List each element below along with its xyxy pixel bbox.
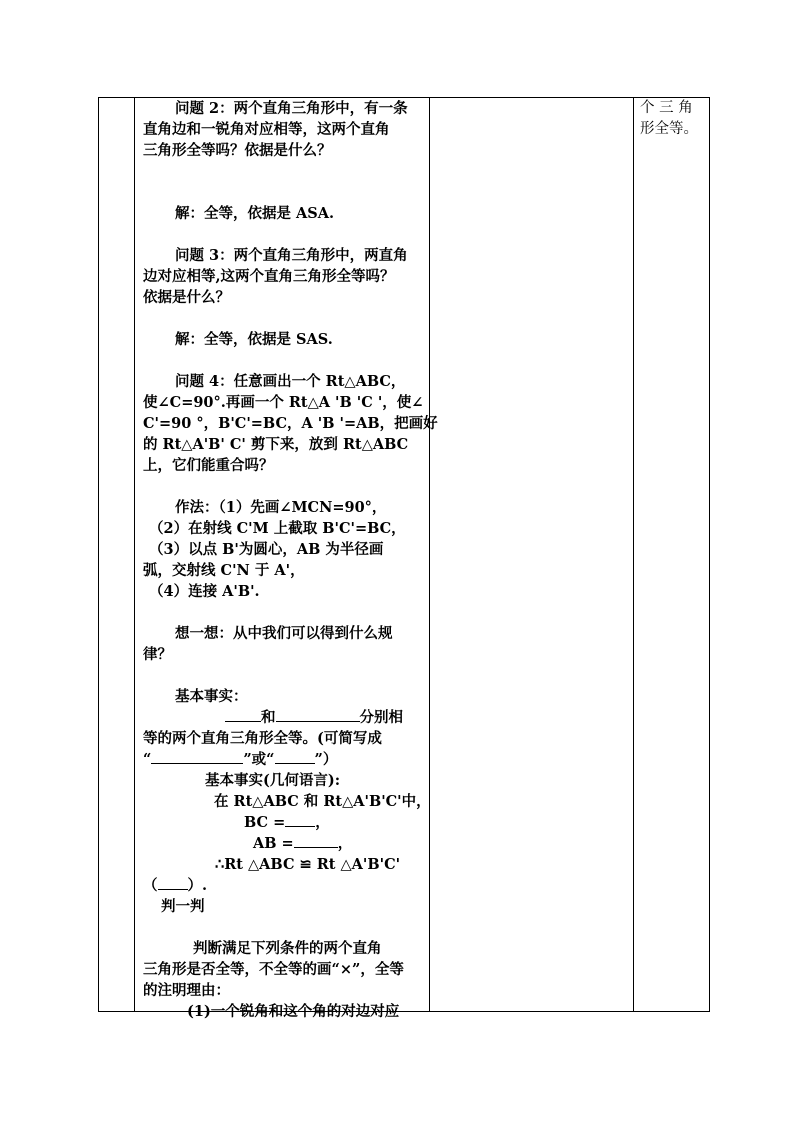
right-note-line1: 个 三 角: [640, 100, 693, 116]
geometric-line1: 在 Rt△ABC 和 Rt△A'B'C'中，: [214, 793, 431, 810]
problem2-line2: 直角边和一锐角对应相等，这两个直角: [143, 121, 390, 138]
geometric-heading: 基本事实(几何语言):: [205, 772, 341, 789]
blank[interactable]: [225, 708, 261, 722]
problem3-line3: 依据是什么？: [143, 289, 230, 306]
judge-heading: 判一判: [161, 898, 205, 915]
think-line2: 律？: [143, 646, 172, 663]
judge-item1: (1)一个锐角和这个角的对边对应: [187, 1003, 400, 1020]
basic-fact-heading: 基本事实：: [175, 688, 248, 705]
column-divider: [429, 98, 430, 1011]
geometric-conclusion: ∴Rt △ABC ≌ Rt △A'B'C': [215, 856, 401, 873]
problem4-line3: C'=90 °，B'C'=BC，A 'B '=AB，把画好: [143, 415, 438, 432]
problem4-line4: 的 Rt△A'B' C' 剪下来，放到 Rt△ABC: [143, 436, 409, 453]
lesson-table: [98, 97, 710, 1020]
basic-fact-line3: “ ”或“ ”）: [143, 751, 338, 768]
blank[interactable]: [285, 813, 315, 827]
basic-fact-line2: 等的两个直角三角形全等。(可简写成: [143, 730, 382, 747]
geometric-ab: AB = ，: [253, 835, 353, 852]
basic-fact-line1: 和 分别相: [225, 707, 403, 728]
blank[interactable]: [294, 834, 338, 848]
problem4-line1: 问题 4：任意画出一个 Rt△ABC，: [175, 373, 406, 390]
problem2-answer: 解：全等，依据是 ASA.: [175, 205, 335, 222]
judge-line1: 判断满足下列条件的两个直角: [193, 940, 382, 957]
method-line2: （2）在射线 C'M 上截取 B'C'=BC，: [149, 520, 406, 537]
blank[interactable]: [158, 876, 188, 890]
geometric-reason: （ ）.: [143, 877, 208, 894]
problem4-line5: 上，它们能重合吗？: [143, 457, 274, 474]
problem3-answer: 解：全等，依据是 SAS.: [175, 331, 333, 348]
problem2-line3: 三角形全等吗？依据是什么？: [143, 142, 332, 159]
right-note-line2: 形全等。: [640, 121, 698, 137]
blank[interactable]: [151, 750, 243, 764]
method-line5: （4）连接 A'B'.: [149, 583, 260, 600]
method-line4: 弧，交射线 C'N 于 A'，: [143, 562, 305, 579]
method-line1: 作法：（1）先画∠MCN=90°，: [175, 499, 387, 516]
column-divider: [633, 98, 634, 1011]
judge-line2: 三角形是否全等，不全等的画“×”，全等: [143, 961, 404, 978]
method-line3: （3）以点 B'为圆心，AB 为半径画: [149, 541, 384, 558]
geometric-bc: BC = ，: [244, 814, 330, 831]
teaching-content-column: [135, 98, 438, 1020]
blank[interactable]: [276, 708, 360, 722]
think-line1: 想一想：从中我们可以得到什么规: [175, 625, 393, 642]
problem2-line1: 问题 2：两个直角三角形中，有一条: [175, 100, 408, 117]
judge-line3: 的注明理由：: [143, 982, 230, 999]
problem3-line1: 问题 3：两个直角三角形中，两直角: [175, 247, 408, 264]
problem4-line2: 使∠C=90°.再画一个 Rt△A 'B 'C '，使∠: [143, 394, 424, 411]
blank[interactable]: [275, 750, 315, 764]
problem3-line2: 边对应相等,这两个直角三角形全等吗？: [143, 268, 395, 285]
